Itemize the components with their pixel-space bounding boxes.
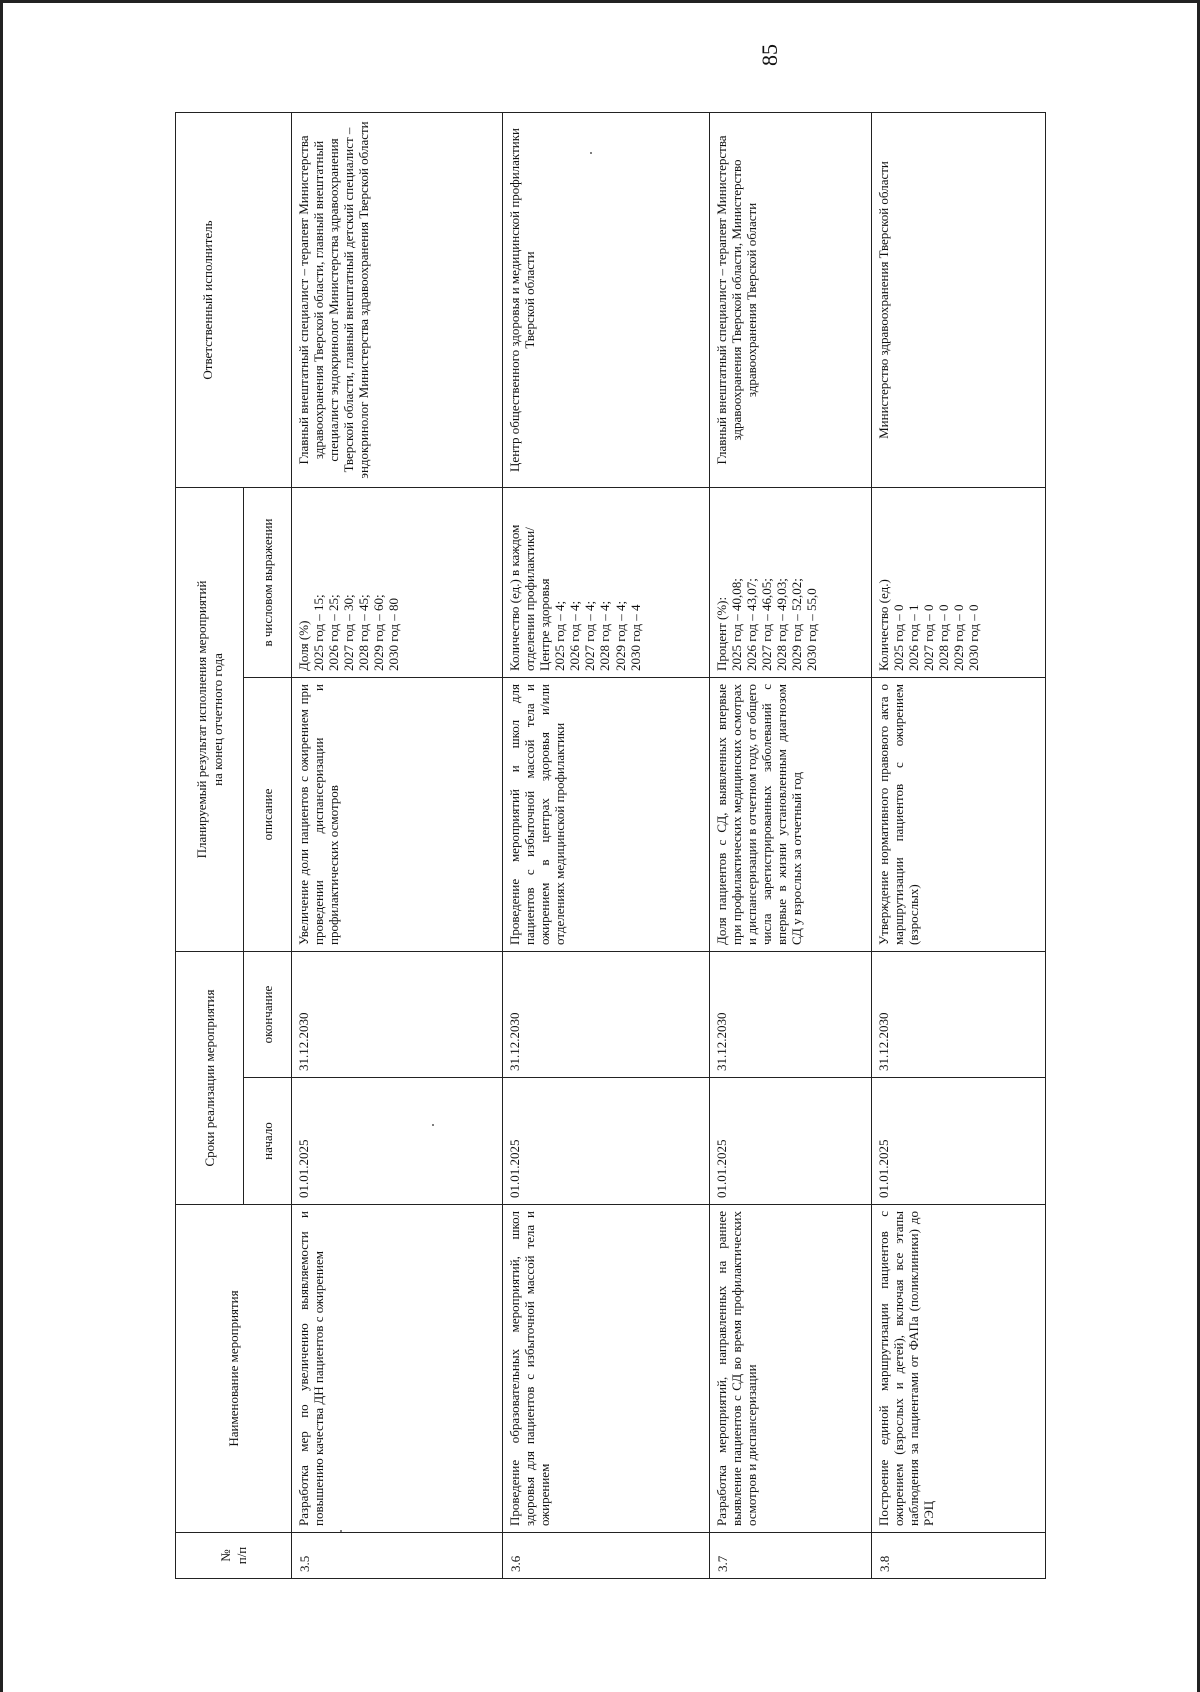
row-value: Количество (ед.) 2025 год – 0 2026 год – 1 2027 год – 0 2028 год – 0 2029 год – 0 2030 год – 0: [872, 487, 1046, 677]
row-description: Утверждение нормативного правового акта о маршрутизации пациентов с ожирением (взрослых): [872, 678, 1046, 952]
row-responsible: Главный внештатный специалист – терапевт Министерства здравоохранения Тверской области, главный внештатный специалист эндокринолог Министерства здравоохранения Тверской области, главный внештатный детский специалист – эндокринолог Министерства здравоохранения Тверской области: [292, 112, 503, 487]
row-value: Доля (%) 2025 год – 15; 2026 год – 25; 2027 год – 30; 2028 год – 45; 2029 год – 60; 2030 год – 80: [292, 487, 503, 677]
row-number: 3.6: [503, 1533, 710, 1579]
scan-border-top: [0, 0, 1200, 3]
row-number: 3.5: [292, 1533, 503, 1579]
header-start: начало: [244, 1078, 292, 1205]
row-name: Проведение образовательных мероприятий, школ здоровья для пациентов с избыточной массой тела и ожирением: [503, 1205, 710, 1533]
row-end-date: 31.12.2030: [710, 952, 872, 1078]
header-end: окончание: [244, 952, 292, 1078]
measures-table: [175, 112, 1046, 1579]
page-number: 85: [757, 44, 782, 66]
row-number: 3.7: [710, 1533, 872, 1579]
scan-border-left: [0, 0, 3, 1692]
row-responsible: Главный внештатный специалист – терапевт Министерства здравоохранения Тверской области, Министерство здравоохранения Тверской области: [710, 112, 872, 487]
row-description: Увеличение доли пациентов с ожирением при проведении диспансеризации и профилактических осмотров: [292, 678, 503, 952]
row-number: 3.8: [872, 1533, 1046, 1579]
header-value: в числовом выражении: [244, 487, 292, 677]
header-responsible: Ответственный исполнитель: [176, 112, 292, 487]
row-start-date: 01.01.2025: [503, 1078, 710, 1205]
header-result: Планируемый результат исполнения мероприятий на конец отчетного года: [176, 487, 244, 951]
table-row: [503, 112, 710, 1578]
row-name: Разработка мер по увеличению выявляемости и повышению качества ДН пациентов с ожирением: [292, 1205, 503, 1533]
header-row-1: [176, 112, 244, 1578]
row-start-date: 01.01.2025: [292, 1078, 503, 1205]
row-start-date: 01.01.2025: [872, 1078, 1046, 1205]
row-value: Количество (ед.) в каждом отделении профилактики/Центре здоровья 2025 год – 4; 2026 год – 4; 2027 год – 4; 2028 год – 4; 2029 год – 4; 2030 год – 4: [503, 487, 710, 677]
table-row: [292, 112, 503, 1578]
row-responsible: Министерство здравоохранения Тверской области: [872, 112, 1046, 487]
header-number: № п/п: [176, 1533, 292, 1579]
row-description: Доля пациентов с СД, выявленных впервые при профилактических медицинских осмотрах и диспансеризации в отчетном году, от общего числа зарегистрированных заболеваний с впервые в жизни установленным диагнозом СД у взрослых за отчетный год: [710, 678, 872, 952]
header-description: описание: [244, 678, 292, 952]
table-row: [710, 112, 872, 1578]
row-name: Построение единой маршрутизации пациентов с ожирением (взрослых и детей), включая все этапы наблюдения за пациентами от ФАПа (поликлиники) до РЭЦ: [872, 1205, 1046, 1533]
row-name: Разработка мероприятий, направленных на раннее выявление пациентов с СД во время профилактических осмотров и диспансеризации: [710, 1205, 872, 1533]
rotated-table-container: [175, 113, 1045, 1579]
header-dates: Сроки реализации мероприятия: [176, 952, 244, 1205]
row-description: Проведение мероприятий и школ для пациентов с избыточной массой тела и ожирением в центрах здоровья и/или отделениях медицинской профилактики: [503, 678, 710, 952]
row-value: Процент (%): 2025 год – 40,08; 2026 год – 43,07; 2027 год – 46,05; 2028 год – 49,03; 2029 год – 52,02; 2030 год – 55,0: [710, 487, 872, 677]
row-end-date: 31.12.2030: [872, 952, 1046, 1078]
table-row: [872, 112, 1046, 1578]
header-name: Наименование мероприятия: [176, 1205, 292, 1533]
row-start-date: 01.01.2025: [710, 1078, 872, 1205]
row-end-date: 31.12.2030: [292, 952, 503, 1078]
row-end-date: 31.12.2030: [503, 952, 710, 1078]
row-responsible: Центр общественного здоровья и медицинской профилактики Тверской области: [503, 112, 710, 487]
